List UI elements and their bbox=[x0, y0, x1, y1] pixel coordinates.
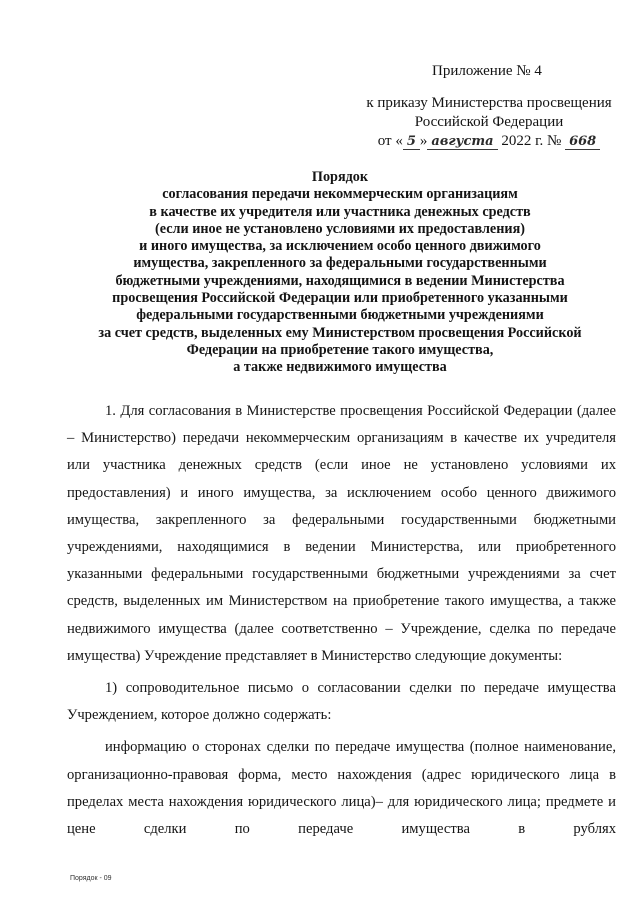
appendix-number: Приложение № 4 bbox=[432, 63, 542, 79]
title-line: в качестве их учредителя или участника денежных средств bbox=[149, 203, 531, 220]
date-year: 2022 г. № bbox=[501, 133, 562, 149]
title-line: Порядок bbox=[311, 169, 369, 185]
title-line: согласования передачи некоммерческим организациям bbox=[162, 186, 518, 203]
paragraph-3: информацию о сторонах сделки по передаче имущества (полное наименование, организационно-правовая форма, место нахождения (адрес юридического лица в пределах места нахождения юридического лица)– для юридического лица; предмете и цене сделки по передаче имущества в рублях bbox=[67, 739, 616, 838]
footer-note: Порядок - 09 bbox=[70, 875, 112, 882]
handwritten-number: 668 bbox=[565, 134, 600, 150]
handwritten-month: августа bbox=[427, 134, 497, 150]
title-line: просвещения Российской Федерации или приобретенного указанными bbox=[112, 290, 568, 307]
handwritten-day: 5 bbox=[403, 134, 420, 150]
order-reference bbox=[358, 94, 620, 151]
document-body bbox=[67, 398, 616, 843]
paragraph-1: 1. Для согласования в Министерстве просвещения Российской Федерации (далее – Министерство) передачи некоммерческим организациям в качестве их учредителя или участника денежных средств (если иное не установлено условиями их предоставления) и иного имущества, за исключением особо ценного движимого имущества, закрепленного за федеральными государственными бюджетными учреждениями, находящимися в ведении Министерства, или приобретенного указанными федеральными государственными бюджетными учреждениями за счет средств, выделенных им Министерством на приобретение такого имущества, а также недвижимого имущества (далее соответственно – Учреждение, сделка по передаче имущества) Учреждение представляет в Министерство следующие документы: bbox=[67, 403, 616, 664]
title-line: Федерации на приобретение такого имущества, bbox=[186, 341, 494, 358]
order-line-2: Российской Федерации bbox=[414, 114, 564, 130]
title-line: (если иное не установлено условиями их предоставления) bbox=[155, 220, 525, 237]
date-prefix: от « bbox=[377, 133, 403, 149]
title-line: имущества, закрепленного за федеральными государственными bbox=[133, 255, 547, 272]
order-date-line bbox=[358, 132, 620, 151]
title-line: и иного имущества, за исключением особо ценного движимого bbox=[139, 238, 541, 255]
date-mid: » bbox=[419, 133, 428, 149]
title-line: бюджетными учреждениями, находящимися в ведении Министерства bbox=[115, 272, 565, 289]
order-line-1: к приказу Министерства просвещения bbox=[366, 95, 612, 111]
title-line: за счет средств, выделенных ему Министерством просвещения Российской bbox=[98, 324, 582, 341]
title-line: а также недвижимого имущества bbox=[233, 359, 447, 376]
paragraph-2: 1) сопроводительное письмо о согласовании сделки по передаче имущества Учреждением, которое должно содержать: bbox=[67, 680, 616, 724]
document-title bbox=[60, 169, 620, 377]
title-line: федеральными государственными бюджетными учреждениями bbox=[136, 307, 544, 324]
